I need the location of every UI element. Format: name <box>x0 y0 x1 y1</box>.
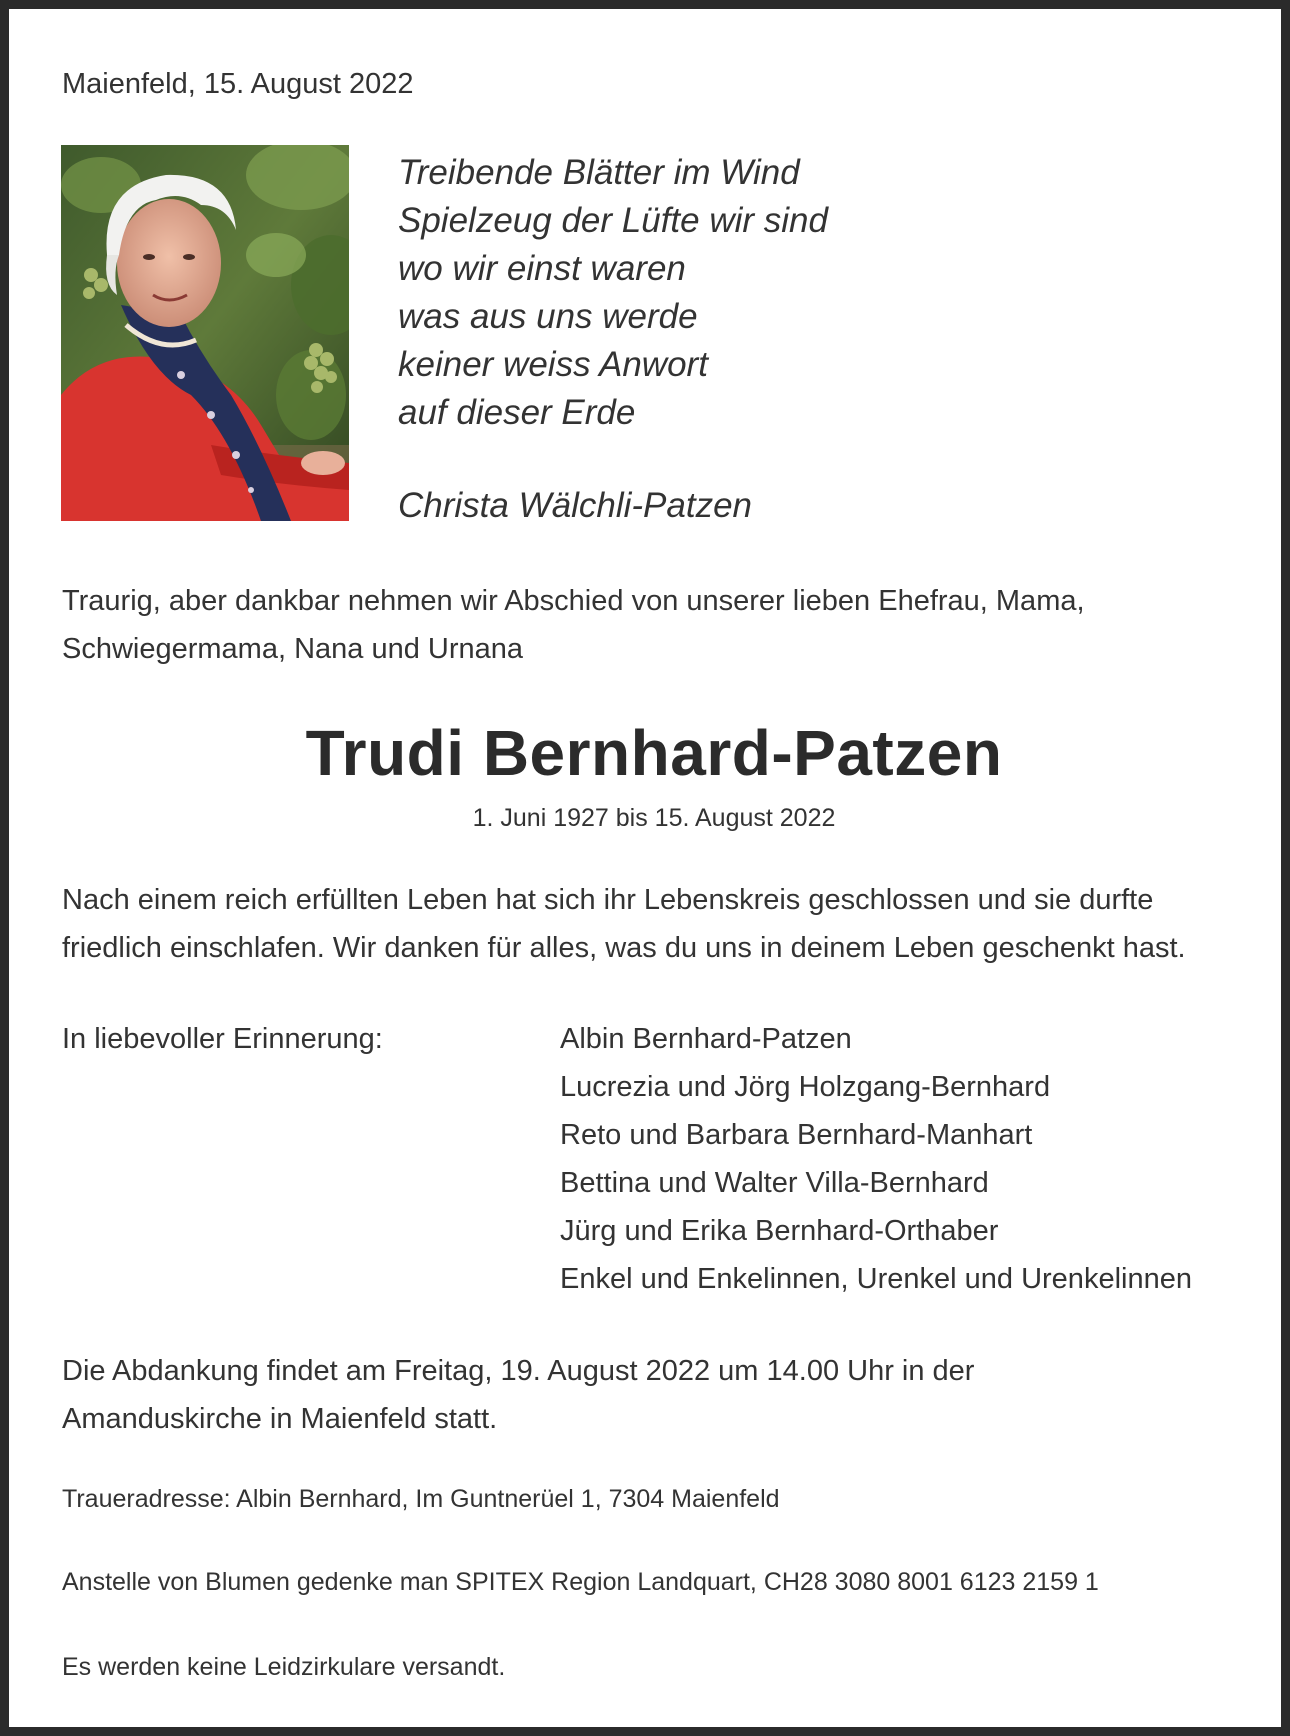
mourning-address: Traueradresse: Albin Bernhard, Im Guntnerüel 1, 7304 Maienfeld <box>62 1485 780 1513</box>
poem <box>398 149 828 437</box>
farewell-message <box>62 876 1262 972</box>
service-line: Amanduskirche in Maienfeld statt. <box>62 1403 498 1435</box>
poem-author: Christa Wälchli-Patzen <box>398 486 752 525</box>
service-info <box>62 1347 1262 1443</box>
message-line: Nach einem reich erfüllten Leben hat sich ihr Lebenskreis geschlossen und sie durfte <box>62 884 1154 916</box>
poem-line: keiner weiss Anwort <box>398 345 708 384</box>
poem-line: Spielzeug der Lüfte wir sind <box>398 201 828 240</box>
mourner-entry: Jürg und Erika Bernhard-Orthaber <box>560 1215 999 1247</box>
place-date: Maienfeld, 15. August 2022 <box>62 68 414 100</box>
mourner-entry: Albin Bernhard-Patzen <box>560 1023 852 1055</box>
no-circulars-note: Es werden keine Leidzirkulare versandt. <box>62 1653 506 1681</box>
poem-line: Treibende Blätter im Wind <box>398 153 800 192</box>
poem-line: was aus uns werde <box>398 297 698 336</box>
poem-line: auf dieser Erde <box>398 393 636 432</box>
portrait-photo <box>61 145 349 521</box>
mourner-entry: Reto und Barbara Bernhard-Manhart <box>560 1119 1033 1151</box>
mourner-entry: Enkel und Enkelinnen, Urenkel und Urenkelinnen <box>560 1263 1192 1295</box>
intro-line: Schwiegermama, Nana und Urnana <box>62 633 524 665</box>
mourner-entry: Lucrezia und Jörg Holzgang-Bernhard <box>560 1071 1051 1103</box>
deceased-name: Trudi Bernhard-Patzen <box>305 717 1003 789</box>
poem-line: wo wir einst waren <box>398 249 686 288</box>
donation-note: Anstelle von Blumen gedenke man SPITEX Region Landquart, CH28 3080 8001 6123 2159 1 <box>62 1568 1099 1596</box>
intro-line: Traurig, aber dankbar nehmen wir Abschied von unserer lieben Ehefrau, Mama, <box>62 585 1085 617</box>
mourner-entry: Bettina und Walter Villa-Bernhard <box>560 1167 989 1199</box>
lifespan: 1. Juni 1927 bis 15. August 2022 <box>472 804 836 832</box>
mourners-list <box>560 1015 1192 1303</box>
service-line: Die Abdankung findet am Freitag, 19. August 2022 um 14.00 Uhr in der <box>62 1355 975 1387</box>
message-line: friedlich einschlafen. Wir danken für alles, was du uns in deinem Leben geschenkt hast. <box>62 932 1186 964</box>
memory-label: In liebevoller Erinnerung: <box>62 1023 383 1055</box>
intro-text <box>62 577 1252 673</box>
